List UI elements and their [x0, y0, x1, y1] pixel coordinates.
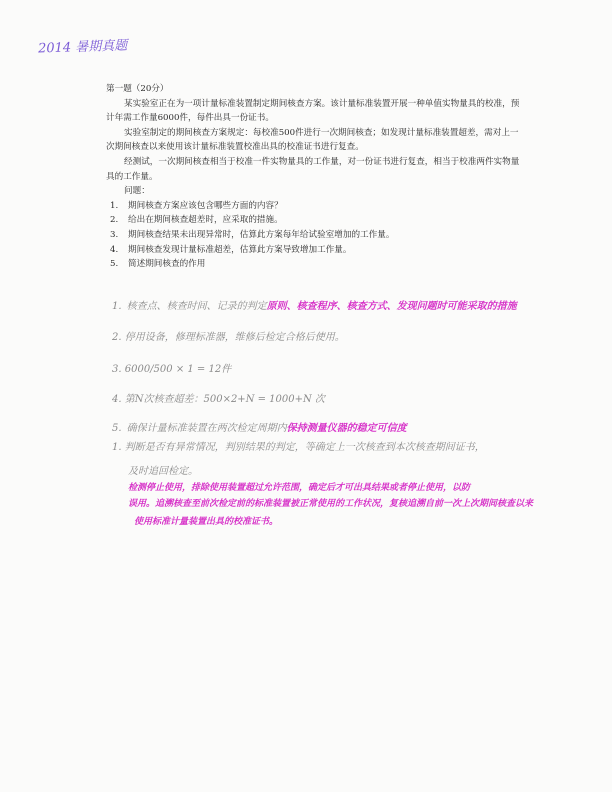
question-sub-heading: 问题： — [124, 186, 150, 197]
answer-4: 4. 第N次核查超差：500×2+N = 1000+N 次 — [112, 394, 325, 405]
question-list — [106, 199, 526, 272]
question-block — [106, 82, 526, 272]
question-item: 1. 期间核查方案应该包含哪些方面的内容？ — [110, 200, 283, 211]
answer-6-line-4: 误用。追溯核查至前次检定前的标准装置被正常使用的工作状况，复核追溯自前一次上次期间核查以来 — [128, 499, 534, 509]
question-paragraph: 某实验室正在为一项计量标准装置制定期间核查方案。该计量标准装置开展一种单值实物量具的校准，预计年需工作量6000件，每件出具一份证书。 — [106, 98, 520, 124]
handwritten-title: 2014 暑期真题 — [37, 38, 128, 57]
question-item: 4. 期间核查发现计量标准超差，估算此方案导致增加工作量。 — [110, 244, 352, 255]
answer-5: 5. 确保计量标准装置在两次检定周期内保持测量仪器的稳定可信度 — [112, 423, 407, 434]
question-paragraph: 经测试，一次期间核查相当于校准一件实物量具的工作量，对一份证书进行复查，相当于校准两件实物量具的工作量。 — [106, 156, 520, 182]
question-heading: 第一题（20分） — [106, 84, 169, 94]
question-paragraph: 实验室制定的期间核查方案规定：每校准500件进行一次期间核查；如发现计量标准装置超差，需对上一次期间核查以来使用该计量标准装置校准出具的校准证书进行复查。 — [106, 127, 519, 153]
answer-6-line-1: 1. 判断是否有异常情况，判别结果的判定，等确定上一次核查到本次核查期间证书， — [112, 442, 485, 453]
question-item: 3. 期间核查结果未出现异常时，估算此方案每年给试验室增加的工作量。 — [110, 229, 395, 240]
answer-3: 3. 6000/500 × 1 = 12件 — [112, 364, 232, 375]
answer-1: 1. 核查点、核查时间、记录的判定原则、核查程序、核查方式、发现问题时可能采取的措施 — [112, 301, 517, 312]
answer-6-line-2: 及时追回检定。 — [128, 466, 198, 477]
answer-6-line-5: 使用标准计量装置出具的校准证书。 — [134, 517, 279, 527]
question-item: 2. 给出在期间核查超差时，应采取的措施。 — [110, 215, 283, 226]
answer-6-line-3: 检测停止使用，排除使用装置超过允许范围，确定后才可出具结果或者停止使用，以防 — [128, 483, 471, 493]
answer-2: 2. 停用设备，修理标准器，维修后检定合格后使用。 — [112, 332, 345, 343]
question-item: 5. 简述期间核查的作用 — [110, 259, 206, 270]
